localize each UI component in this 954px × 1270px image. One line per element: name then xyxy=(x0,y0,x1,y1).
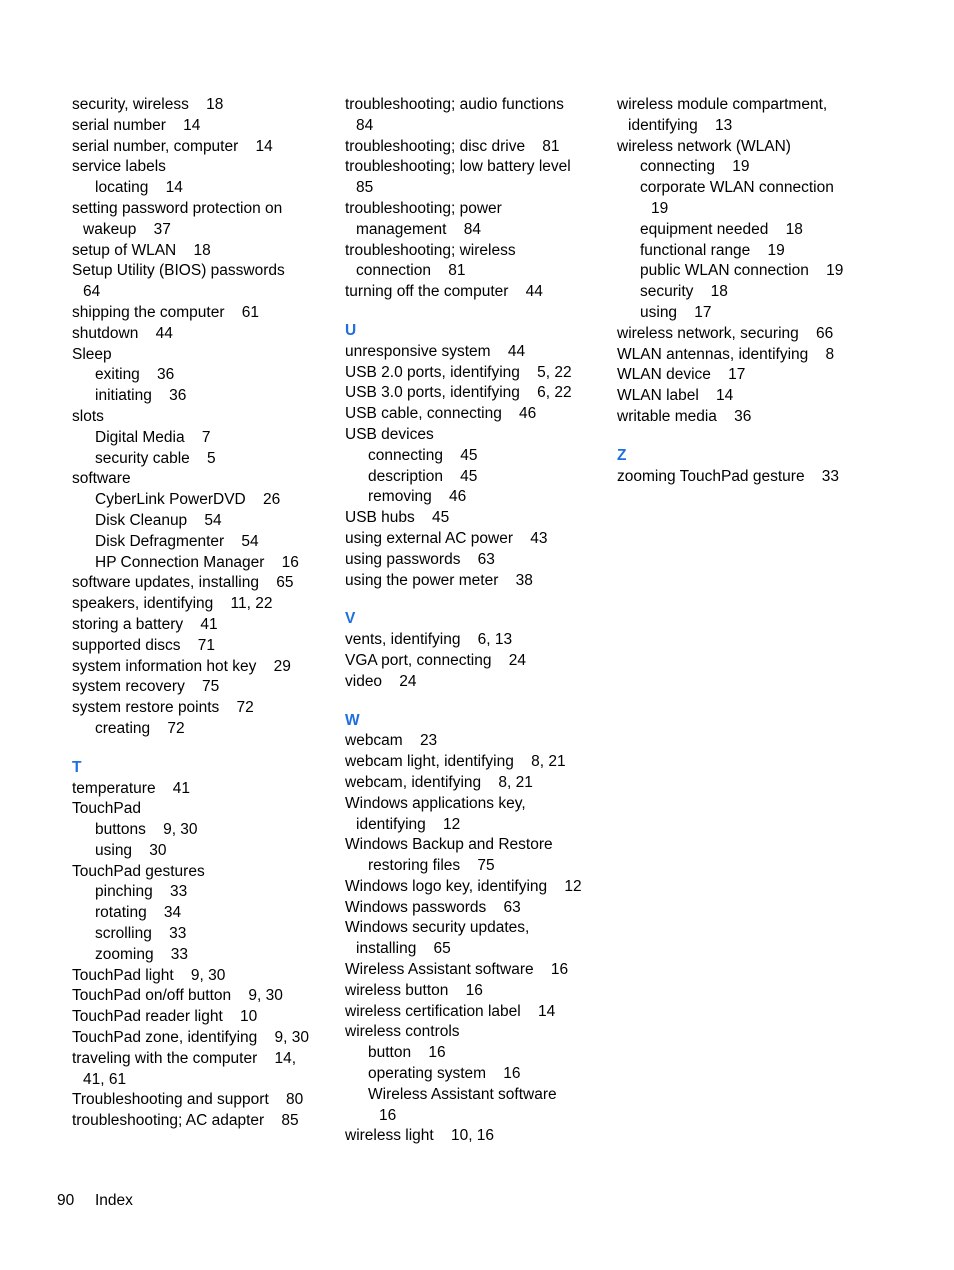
index-entry: TouchPad gestures xyxy=(72,862,205,880)
index-entry: wireless certification label 14 xyxy=(345,1002,556,1020)
index-entry: video 24 xyxy=(345,672,417,690)
index-entry: webcam light, identifying 8, 21 xyxy=(345,753,566,771)
index-subentry: Disk Cleanup 54 xyxy=(95,511,222,529)
index-subentry: identifying 12 xyxy=(356,815,461,833)
index-entry: using external AC power 43 xyxy=(345,529,548,547)
footer-section-title: Index xyxy=(95,1192,133,1209)
index-entry: wireless controls xyxy=(345,1023,460,1041)
index-entry: webcam 23 xyxy=(345,732,438,750)
index-subentry: CyberLink PowerDVD 26 xyxy=(95,491,281,509)
index-subentry: creating 72 xyxy=(95,719,185,737)
index-subentry: 19 xyxy=(651,199,669,217)
index-entry: troubleshooting; wireless xyxy=(345,241,516,259)
index-entry: speakers, identifying 11, 22 xyxy=(72,595,273,613)
index-entry: WLAN antennas, identifying 8 xyxy=(617,345,835,363)
index-entry: system recovery 75 xyxy=(72,678,220,696)
index-subentry: 16 xyxy=(379,1106,397,1124)
index-entry: Windows applications key, xyxy=(345,794,526,812)
index-subentry: public WLAN connection 19 xyxy=(640,262,844,280)
index-subentry: restoring files 75 xyxy=(368,857,495,875)
index-entry: USB 3.0 ports, identifying 6, 22 xyxy=(345,384,572,402)
index-entry: Windows logo key, identifying 12 xyxy=(345,877,582,895)
index-subentry: using 30 xyxy=(95,841,167,859)
index-subentry: installing 65 xyxy=(356,940,451,958)
index-entry: Windows Backup and Restore xyxy=(345,836,553,854)
index-entry: troubleshooting; power xyxy=(345,199,502,217)
index-subentry: 84 xyxy=(356,116,374,134)
index-subentry: operating system 16 xyxy=(368,1065,521,1083)
index-entry: unresponsive system 44 xyxy=(345,342,526,360)
index-entry: traveling with the computer 14, xyxy=(72,1049,297,1067)
index-subentry: 64 xyxy=(83,283,101,301)
page-footer xyxy=(57,1191,133,1211)
index-entry: WLAN device 17 xyxy=(617,366,746,384)
index-entry: zooming TouchPad gesture 33 xyxy=(617,467,840,485)
index-entry: wireless network (WLAN) xyxy=(617,137,791,155)
index-entry: serial number, computer 14 xyxy=(72,137,273,155)
index-entry: TouchPad on/off button 9, 30 xyxy=(72,987,283,1005)
index-column-1 xyxy=(72,95,334,1132)
index-entry: WLAN label 14 xyxy=(617,387,734,405)
index-entry: turning off the computer 44 xyxy=(345,283,543,301)
index-subentry: buttons 9, 30 xyxy=(95,821,198,839)
index-entry: TouchPad zone, identifying 9, 30 xyxy=(72,1029,309,1047)
index-subentry: HP Connection Manager 16 xyxy=(95,553,299,571)
index-entry: vents, identifying 6, 13 xyxy=(345,631,513,649)
section-letter-z: Z xyxy=(617,446,627,464)
index-subentry: connecting 45 xyxy=(368,446,478,464)
index-entry: Wireless Assistant software 16 xyxy=(345,961,569,979)
index-subentry: locating 14 xyxy=(95,179,183,197)
index-entry: supported discs 71 xyxy=(72,636,216,654)
index-subentry: rotating 34 xyxy=(95,904,182,922)
index-subentry: 85 xyxy=(356,179,374,197)
index-subentry: security cable 5 xyxy=(95,449,216,467)
index-column-3 xyxy=(617,95,879,487)
index-entry: troubleshooting; disc drive 81 xyxy=(345,137,560,155)
index-subentry: connection 81 xyxy=(356,262,466,280)
index-entry: shipping the computer 61 xyxy=(72,303,259,321)
index-entry: Windows passwords 63 xyxy=(345,898,521,916)
index-entry: system restore points 72 xyxy=(72,699,254,717)
index-entry: wireless module compartment, xyxy=(617,96,828,113)
index-entry: troubleshooting; AC adapter 85 xyxy=(72,1112,299,1130)
index-subentry: exiting 36 xyxy=(95,366,175,384)
index-entry: writable media 36 xyxy=(617,407,752,425)
index-subentry: button 16 xyxy=(368,1044,446,1062)
index-entry: webcam, identifying 8, 21 xyxy=(345,773,533,791)
index-entry: TouchPad light 9, 30 xyxy=(72,966,226,984)
index-entry: using passwords 63 xyxy=(345,550,495,568)
index-subentry: initiating 36 xyxy=(95,387,187,405)
index-entry: storing a battery 41 xyxy=(72,615,218,633)
index-subentry: functional range 19 xyxy=(640,241,785,259)
index-subentry: removing 46 xyxy=(368,488,467,506)
index-subentry: Disk Defragmenter 54 xyxy=(95,532,259,550)
index-entry: TouchPad xyxy=(72,800,141,818)
index-entry: wireless network, securing 66 xyxy=(617,324,834,342)
index-entry: TouchPad reader light 10 xyxy=(72,1008,258,1026)
index-entry: wireless button 16 xyxy=(345,981,483,999)
index-entry: Sleep xyxy=(72,345,112,363)
index-entry: serial number 14 xyxy=(72,116,201,134)
index-entry: slots xyxy=(72,407,104,425)
index-subentry: security 18 xyxy=(640,283,728,301)
index-entry: VGA port, connecting 24 xyxy=(345,651,526,669)
index-subentry: using 17 xyxy=(640,303,712,321)
section-letter-v: V xyxy=(345,610,356,628)
index-subentry: description 45 xyxy=(368,467,478,485)
index-entry: Setup Utility (BIOS) passwords xyxy=(72,262,285,280)
index-entry: USB cable, connecting 46 xyxy=(345,405,537,423)
index-column-2 xyxy=(345,95,607,1147)
index-entry: USB hubs 45 xyxy=(345,509,450,527)
index-entry: setup of WLAN 18 xyxy=(72,241,211,259)
index-entry: Windows security updates, xyxy=(345,919,530,937)
index-entry: system information hot key 29 xyxy=(72,657,291,675)
index-subentry: 41, 61 xyxy=(83,1070,127,1088)
section-letter-u: U xyxy=(345,321,357,339)
index-subentry: scrolling 33 xyxy=(95,925,187,943)
index-subentry: identifying 13 xyxy=(628,116,733,134)
index-subentry: Wireless Assistant software xyxy=(368,1085,557,1103)
index-subentry: zooming 33 xyxy=(95,945,189,963)
index-subentry: corporate WLAN connection xyxy=(640,179,834,197)
section-letter-w: W xyxy=(345,711,360,729)
index-entry: Troubleshooting and support 80 xyxy=(72,1091,304,1109)
page-number: 90 xyxy=(57,1192,75,1209)
index-subentry: pinching 33 xyxy=(95,883,188,901)
index-entry: shutdown 44 xyxy=(72,324,173,342)
index-entry: security, wireless 18 xyxy=(72,96,224,113)
index-entry: troubleshooting; low battery level xyxy=(345,158,571,176)
index-entry: temperature 41 xyxy=(72,779,191,797)
index-subentry: wakeup 37 xyxy=(83,220,171,238)
index-entry: setting password protection on xyxy=(72,199,283,217)
index-entry: software updates, installing 65 xyxy=(72,574,294,592)
index-entry: USB 2.0 ports, identifying 5, 22 xyxy=(345,363,572,381)
index-entry: USB devices xyxy=(345,425,434,443)
section-letter-t: T xyxy=(72,758,82,776)
index-entry: service labels xyxy=(72,158,166,176)
index-entry: using the power meter 38 xyxy=(345,571,533,589)
index-subentry: management 84 xyxy=(356,220,481,238)
index-entry: software xyxy=(72,470,131,488)
index-subentry: connecting 19 xyxy=(640,158,750,176)
index-subentry: equipment needed 18 xyxy=(640,220,803,238)
index-entry: wireless light 10, 16 xyxy=(345,1127,495,1145)
index-subentry: Digital Media 7 xyxy=(95,428,211,446)
index-entry: troubleshooting; audio functions xyxy=(345,96,564,113)
